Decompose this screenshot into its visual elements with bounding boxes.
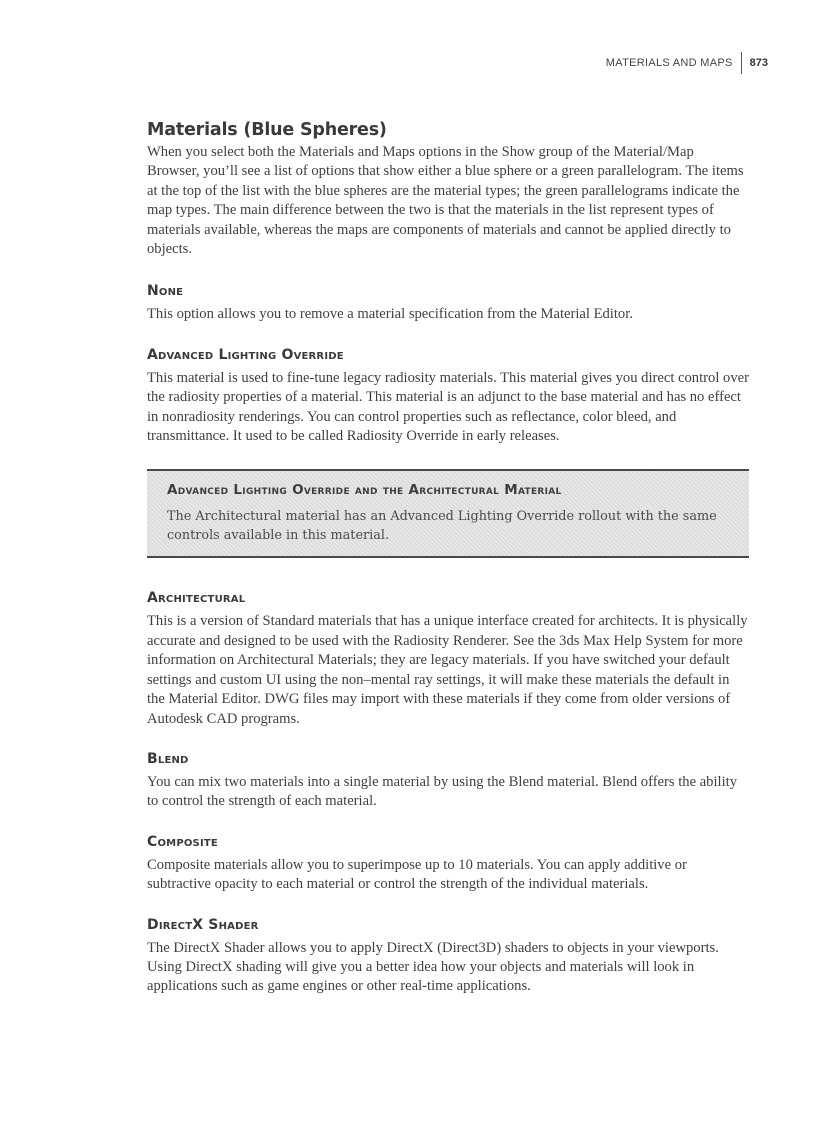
subsection-none xyxy=(147,283,749,324)
sidebar-title: Advanced Lighting Override and the Architectural Material xyxy=(167,482,562,499)
subsection-directx-shader xyxy=(147,917,749,997)
subsection-heading-blend: Blend xyxy=(147,750,189,767)
sidebar-body: The Architectural material has an Advanced Lighting Override rollout with the same controls available in this material. xyxy=(167,509,717,544)
subsection-body-advanced-lighting-override: This material is used to fine-tune legacy radiosity materials. This material gives you direct control over the radiosity properties of a material. This material is an adjunct to the base material and has no effect in nonradiosity renderings. You can control properties such as reflectance, color bleed, and transmittance. It used to be called Radiosity Override in early releases. xyxy=(147,369,749,445)
running-head-title: MATERIALS AND MAPS xyxy=(605,57,733,69)
subsection-architectural xyxy=(147,590,749,728)
section-title: Materials (Blue Spheres) xyxy=(147,120,387,140)
page-number: 873 xyxy=(749,57,768,69)
subsection-body-architectural: This is a version of Standard materials that has a unique interface created for architects. It is physically accurate and designed to be used with the Radiosity Renderer. See the 3ds Max Help System for more information on Architectural Materials; they are legacy materials. If you have switched your default settings and custom UI using the non–mental ray settings, it will make these materials the default in the Material Editor. DWG files may import with these materials if they come from older versions of Autodesk CAD programs. xyxy=(147,613,748,727)
section-intro-paragraph: When you select both the Materials and Maps options in the Show group of the Material/Map Browser, you’ll see a list of options that show either a blue sphere or a green parallelogram. The items at the top of the list with the blue spheres are the material types; the green parallelograms indicate the map types. The main difference between the two is that the materials in the list represent types of materials available, whereas the maps are components of materials and cannot be applied directly to objects. xyxy=(147,144,744,258)
subsection-heading-architectural: Architectural xyxy=(147,590,246,607)
section-materials-blue-spheres xyxy=(147,120,749,259)
subsection-body-blend: You can mix two materials into a single material by using the Blend material. Blend offers the ability to control the strength of each material. xyxy=(147,773,737,810)
page-body xyxy=(147,120,749,997)
subsection-composite xyxy=(147,834,749,895)
subsection-heading-none: None xyxy=(147,283,184,300)
subsection-blend xyxy=(147,751,749,812)
sidebar-note xyxy=(147,469,749,558)
subsection-body-none: This option allows you to remove a material specification from the Material Editor. xyxy=(147,306,633,323)
subsection-body-directx-shader: The DirectX Shader allows you to apply DirectX (Direct3D) shaders to objects in your viewports. Using DirectX shading will give you a better idea how your objects and materials will look in applications such as game engines or other real-time applications. xyxy=(147,939,719,995)
subsection-heading-composite: Composite xyxy=(147,833,218,850)
subsection-heading-advanced-lighting-override: Advanced Lighting Override xyxy=(147,346,344,363)
subsection-advanced-lighting-override xyxy=(147,347,749,447)
subsection-body-composite: Composite materials allow you to superimpose up to 10 materials. You can apply additive or subtractive opacity to each material or control the strength of the individual materials. xyxy=(147,856,687,893)
running-head xyxy=(606,52,768,74)
subsection-heading-directx-shader: DirectX Shader xyxy=(147,916,259,933)
